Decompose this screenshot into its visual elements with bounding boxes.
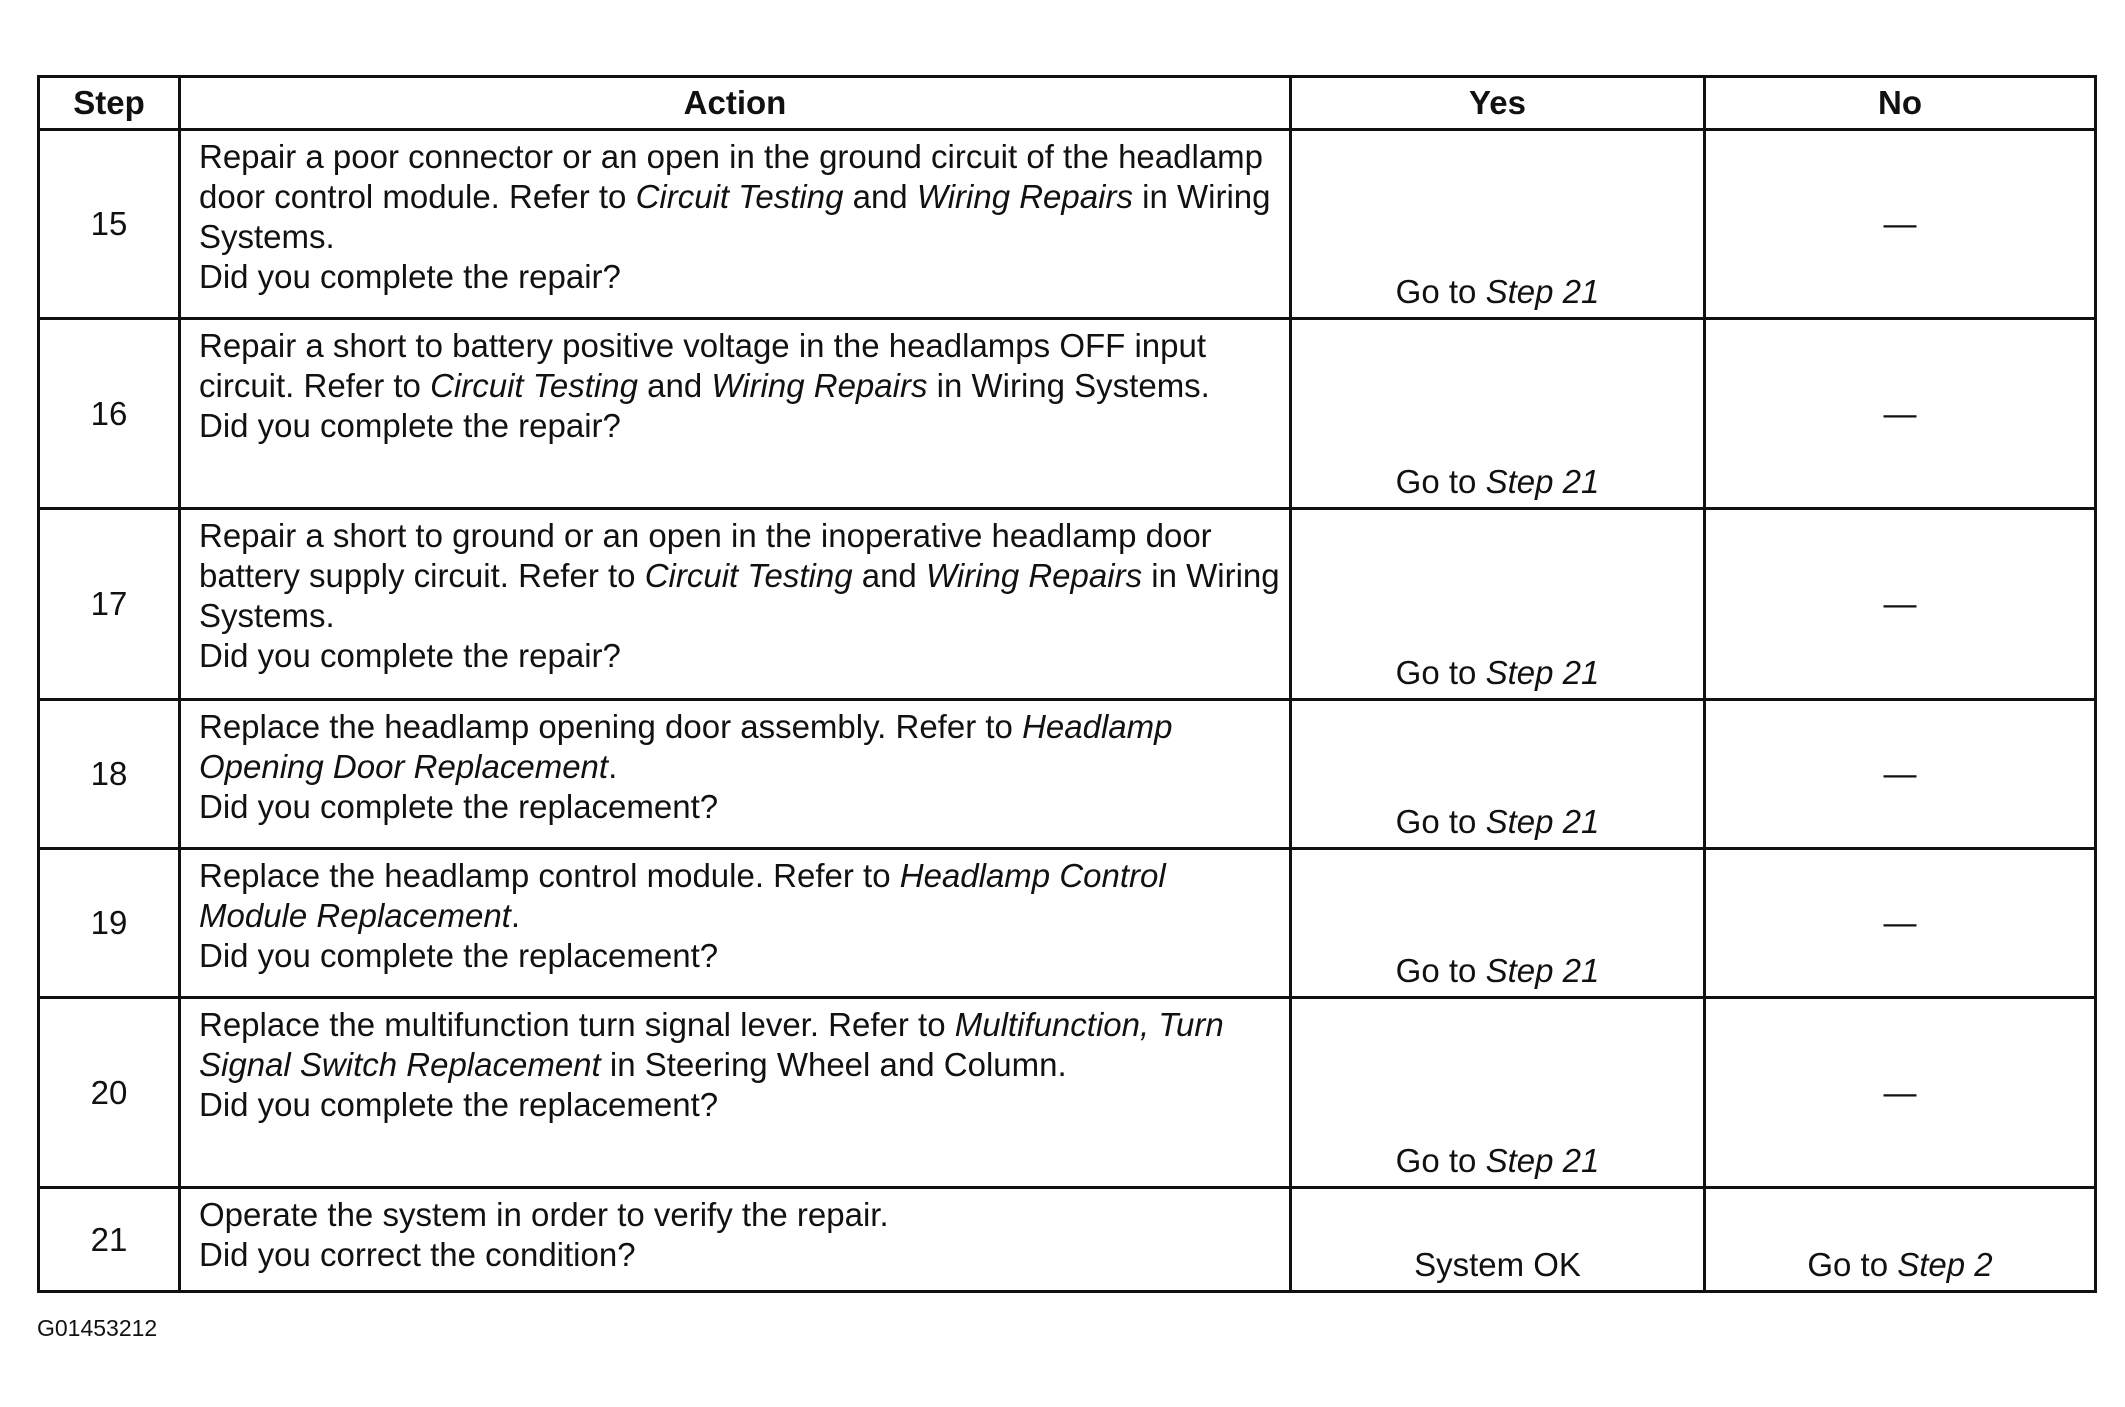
action-question: Did you complete the repair? — [199, 407, 621, 444]
yes-prefix: Go to — [1395, 803, 1486, 840]
action-reference: Multifunction, Turn Signal Switch Replacement — [199, 1006, 1224, 1083]
action-reference: Wiring Repairs — [711, 367, 928, 404]
no-result — [1705, 1188, 2096, 1292]
step-number: 16 — [39, 319, 180, 509]
no-prefix: — — [1883, 755, 1917, 792]
diagnostic-table — [37, 75, 2097, 1293]
yes-prefix: System OK — [1414, 1246, 1581, 1283]
header-step: Step — [39, 77, 180, 130]
action-text-part: and — [843, 178, 917, 215]
no-result — [1705, 998, 2096, 1188]
action-text — [199, 707, 1281, 787]
no-prefix: — — [1883, 904, 1917, 941]
no-prefix: — — [1883, 205, 1917, 242]
action-text-part: in Steering Wheel and Column. — [600, 1046, 1067, 1083]
header-no: No — [1705, 77, 2096, 130]
step-number: 18 — [39, 700, 180, 849]
no-prefix: — — [1883, 394, 1917, 432]
action-question: Did you complete the replacement? — [199, 1086, 719, 1123]
action-cell — [180, 1188, 1291, 1292]
no-result — [1705, 130, 2096, 319]
header-yes: Yes — [1291, 77, 1705, 130]
yes-prefix: Go to — [1395, 273, 1486, 310]
action-cell — [180, 700, 1291, 849]
table-row — [39, 509, 2096, 700]
action-text — [199, 856, 1281, 936]
yes-prefix: Go to — [1395, 463, 1486, 500]
yes-step-ref: Step 21 — [1485, 654, 1600, 691]
action-text-part: Replace the multifunction turn signal lever. Refer to — [199, 1006, 955, 1043]
step-number: 15 — [39, 130, 180, 319]
action-text-part: Replace the headlamp opening door assembly. Refer to — [199, 708, 1023, 745]
yes-result — [1291, 1188, 1705, 1292]
action-reference: Headlamp Opening Door Replacement — [199, 708, 1173, 785]
yes-step-ref: Step 21 — [1485, 463, 1600, 500]
yes-result — [1291, 319, 1705, 509]
table-row — [39, 1188, 2096, 1292]
action-reference: Circuit Testing — [644, 557, 853, 594]
action-question: Did you complete the repair? — [199, 637, 621, 674]
no-result — [1705, 319, 2096, 509]
action-text-part: Repair a short to battery positive voltage in the headlamps OFF input circuit. Refer to — [199, 327, 1207, 404]
no-result — [1705, 700, 2096, 849]
step-number: 21 — [39, 1188, 180, 1292]
yes-step-ref: Step 21 — [1485, 803, 1600, 840]
action-text-part: in Wiring Systems. — [927, 367, 1210, 404]
action-cell — [180, 998, 1291, 1188]
yes-result — [1291, 509, 1705, 700]
action-question: Did you correct the condition? — [199, 1236, 636, 1273]
action-cell — [180, 319, 1291, 509]
action-text — [199, 516, 1281, 636]
yes-prefix: Go to — [1395, 654, 1486, 691]
action-question: Did you complete the replacement? — [199, 937, 719, 974]
yes-prefix: Go to — [1395, 1142, 1486, 1179]
action-reference: Circuit Testing — [635, 178, 844, 215]
no-result — [1705, 849, 2096, 998]
action-reference: Circuit Testing — [430, 367, 638, 404]
action-text-part: Operate the system in order to verify the repair. — [199, 1196, 889, 1233]
table-row — [39, 998, 2096, 1188]
table-body — [39, 130, 2096, 1292]
action-text-part: Replace the headlamp control module. Refer to — [199, 857, 900, 894]
action-text-part: in Wiring Systems. — [199, 557, 1280, 634]
yes-result — [1291, 998, 1705, 1188]
action-cell — [180, 130, 1291, 319]
header-row — [39, 77, 2096, 130]
no-result — [1705, 509, 2096, 700]
no-prefix: — — [1883, 1073, 1917, 1111]
step-number: 20 — [39, 998, 180, 1188]
action-text-part: . — [608, 748, 618, 785]
figure-id: G01453212 — [37, 1315, 158, 1341]
table-row — [39, 130, 2096, 319]
header-action: Action — [180, 77, 1291, 130]
action-text-part: Repair a poor connector or an open in the ground circuit of the headlamp door control module. Refer to — [199, 138, 1264, 215]
action-question: Did you complete the replacement? — [199, 788, 719, 825]
no-prefix: Go to — [1807, 1246, 1898, 1283]
yes-result — [1291, 700, 1705, 849]
action-text-part: and — [637, 367, 712, 404]
yes-result — [1291, 130, 1705, 319]
no-prefix: — — [1883, 585, 1917, 622]
step-number: 17 — [39, 509, 180, 700]
action-reference: Wiring Repairs — [916, 178, 1133, 215]
yes-step-ref: Step 21 — [1485, 952, 1600, 989]
action-text — [199, 326, 1281, 406]
action-text — [199, 1195, 1281, 1235]
action-text-part: and — [852, 557, 926, 594]
step-number: 19 — [39, 849, 180, 998]
action-reference: Wiring Repairs — [925, 557, 1143, 594]
action-cell — [180, 849, 1291, 998]
action-text-part: . — [510, 897, 521, 934]
table-row — [39, 700, 2096, 849]
action-cell — [180, 509, 1291, 700]
yes-step-ref: Step 21 — [1485, 1142, 1600, 1179]
action-text — [199, 137, 1281, 257]
action-text — [199, 1005, 1281, 1085]
action-text-part: in Wiring Systems. — [199, 178, 1271, 255]
yes-prefix: Go to — [1395, 952, 1486, 989]
table-row — [39, 849, 2096, 998]
yes-step-ref: Step 21 — [1485, 273, 1600, 310]
action-text-part: Repair a short to ground or an open in the inoperative headlamp door battery supply circuit. Refer to — [199, 517, 1212, 594]
action-question: Did you complete the repair? — [199, 258, 621, 295]
no-step-ref: Step 2 — [1897, 1246, 1993, 1283]
yes-result — [1291, 849, 1705, 998]
table-row — [39, 319, 2096, 509]
action-reference: Headlamp Control Module Replacement — [199, 857, 1166, 934]
